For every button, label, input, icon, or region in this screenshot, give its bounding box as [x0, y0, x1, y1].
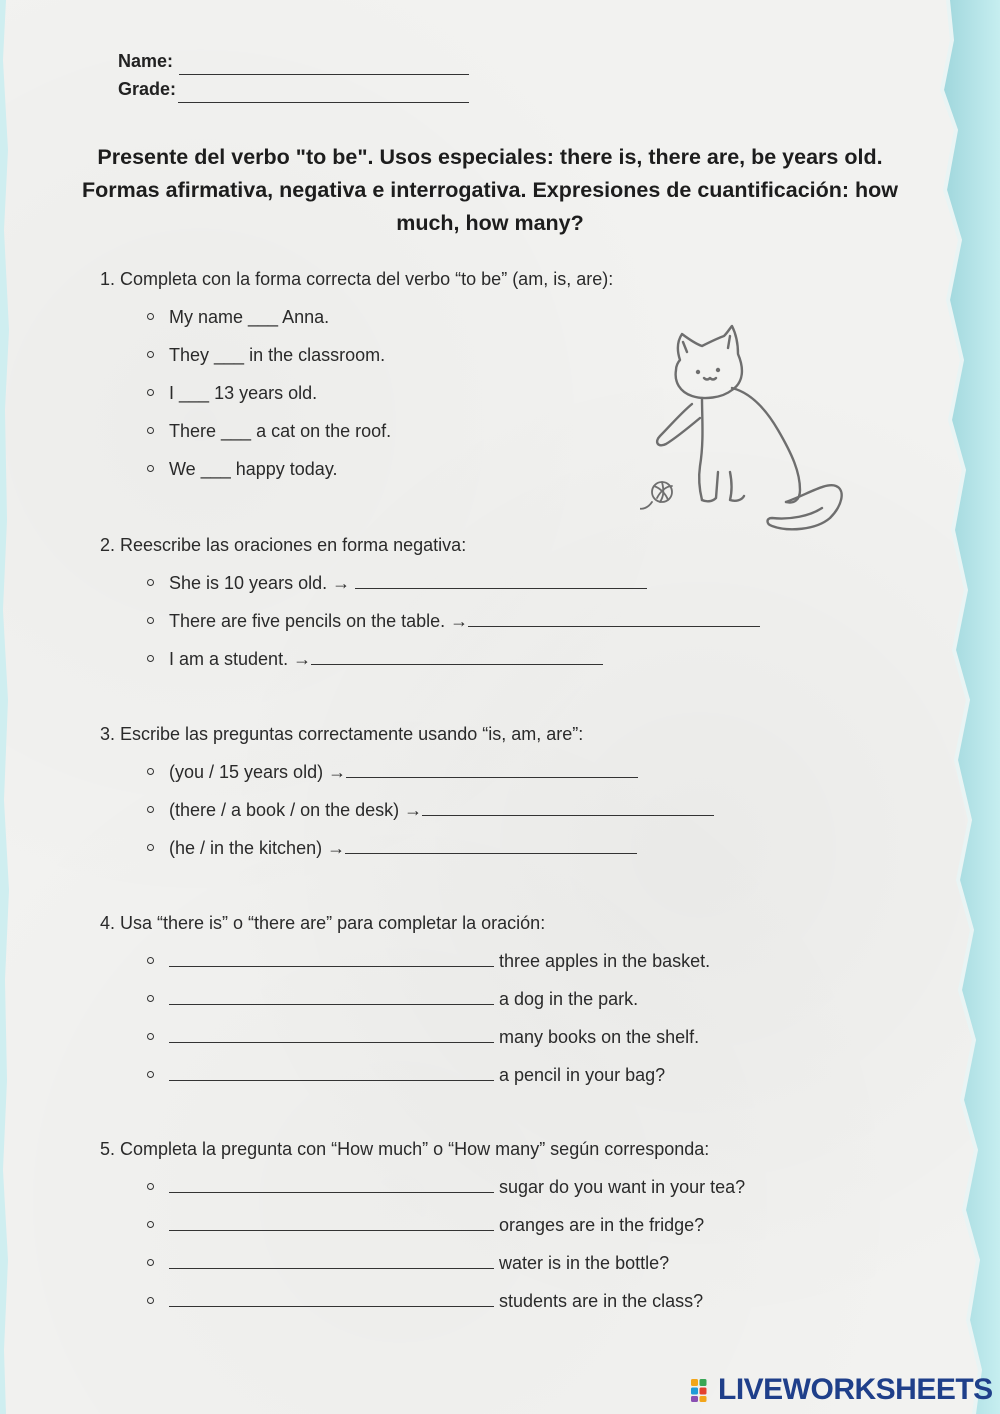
grade-field[interactable]	[178, 84, 469, 103]
section-2	[100, 533, 760, 678]
answer-blank[interactable]	[346, 757, 638, 778]
list-item	[100, 374, 613, 412]
bullet	[147, 351, 154, 358]
item-text: I	[169, 383, 180, 403]
answer-blank[interactable]	[169, 1060, 494, 1081]
name-row	[118, 47, 469, 75]
bullet	[147, 844, 154, 851]
item-text: three apples in the basket.	[499, 951, 711, 971]
answer-blank[interactable]	[422, 795, 714, 816]
bullet	[147, 313, 154, 320]
list-item	[100, 942, 710, 980]
answer-blank[interactable]	[169, 984, 494, 1005]
item-text: in the classroom.	[244, 345, 386, 365]
answer-blank[interactable]	[169, 1022, 494, 1043]
answer-blank[interactable]	[311, 644, 603, 665]
answer-blank[interactable]	[355, 568, 647, 589]
section-3-list	[100, 753, 714, 867]
list-item	[100, 753, 714, 791]
student-info	[118, 47, 469, 103]
list-item	[100, 640, 760, 678]
bullet	[147, 1221, 154, 1228]
blank-field[interactable]: ___	[248, 307, 279, 327]
blank-field[interactable]: ___	[214, 345, 245, 365]
list-item	[100, 412, 613, 450]
item-text: My name	[169, 307, 249, 327]
item-text: Anna.	[278, 307, 330, 327]
section-1-heading: 1. Completa con la forma correcta del verbo “to be” (am, is, are):	[100, 269, 614, 289]
item-text: oranges are in the fridge?	[499, 1215, 705, 1235]
bullet	[147, 1259, 154, 1266]
bullet	[147, 465, 154, 472]
list-item	[100, 980, 710, 1018]
item-text: I am a student. →	[169, 649, 312, 669]
list-item	[100, 298, 613, 336]
list-item	[100, 791, 714, 829]
list-item	[100, 564, 760, 602]
left-torn-edge	[0, 0, 14, 1414]
liveworksheets-logo-icon	[690, 1377, 716, 1403]
list-item	[100, 602, 760, 640]
list-item	[100, 336, 613, 374]
item-text: (he / in the kitchen) →	[169, 838, 346, 858]
bullet	[147, 806, 154, 813]
list-item	[100, 1018, 710, 1056]
bullet	[147, 389, 154, 396]
item-text: many books on the shelf.	[499, 1027, 700, 1047]
blank-field[interactable]: ___	[179, 383, 210, 403]
list-item	[100, 450, 613, 488]
bullet	[147, 579, 154, 586]
blank-field[interactable]: ___	[221, 421, 252, 441]
logo-text: LIVEWORKSHEETS	[718, 1373, 993, 1406]
answer-blank[interactable]	[169, 946, 494, 967]
item-text: There are five pencils on the table. →	[169, 611, 469, 631]
item-text: 13 years old.	[209, 383, 318, 403]
liveworksheets-logo[interactable]	[690, 1373, 993, 1407]
list-item	[100, 1056, 710, 1094]
section-4-heading: 4. Usa “there is” o “there are” para completar la oración:	[100, 913, 546, 933]
answer-blank[interactable]	[169, 1210, 494, 1231]
item-text: We	[169, 459, 201, 479]
worksheet-title: Presente del verbo "to be". Usos especiales: there is, there are, be years old. Formas afirmativa, negativa e interrogativa. Expresiones de cuantificación: how much, how many?	[81, 145, 899, 235]
list-item	[100, 1168, 745, 1206]
bullet	[147, 995, 154, 1002]
item-text: students are in the class?	[499, 1291, 704, 1311]
item-text: water is in the bottle?	[499, 1253, 670, 1273]
item-text: (there / a book / on the desk) →	[169, 800, 423, 820]
bullet	[147, 617, 154, 624]
grade-label: Grade:	[118, 79, 177, 99]
bullet	[147, 1033, 154, 1040]
section-1-list	[100, 298, 613, 488]
item-text: There	[169, 421, 222, 441]
name-field[interactable]	[179, 56, 469, 75]
bullet	[147, 1297, 154, 1304]
cat-illustration	[640, 322, 850, 534]
item-text: They	[169, 345, 215, 365]
blank-field[interactable]: ___	[200, 459, 231, 479]
item-text: a dog in the park.	[499, 989, 639, 1009]
item-text: She is 10 years old. →	[169, 573, 351, 593]
section-4-list	[100, 942, 710, 1094]
grade-row	[118, 75, 469, 103]
section-2-heading: 2. Reescribe las oraciones en forma negativa:	[100, 535, 467, 555]
bullet	[147, 768, 154, 775]
section-5-list	[100, 1168, 745, 1320]
answer-blank[interactable]	[345, 833, 637, 854]
section-3-heading: 3. Escribe las preguntas correctamente usando “is, am, are”:	[100, 724, 584, 744]
section-1	[100, 267, 613, 488]
yarn-ball-icon	[640, 482, 672, 509]
list-item	[100, 1206, 745, 1244]
item-text: (you / 15 years old) →	[169, 762, 347, 782]
section-3	[100, 722, 714, 867]
list-item	[100, 1244, 745, 1282]
bullet	[147, 427, 154, 434]
item-text: sugar do you want in your tea?	[499, 1177, 746, 1197]
section-4	[100, 911, 710, 1094]
item-text: a cat on the roof.	[251, 421, 392, 441]
section-5	[100, 1137, 745, 1320]
item-text: a pencil in your bag?	[499, 1065, 666, 1085]
answer-blank[interactable]	[169, 1172, 494, 1193]
name-label: Name:	[118, 51, 174, 71]
answer-blank[interactable]	[468, 606, 760, 627]
bullet	[147, 957, 154, 964]
list-item	[100, 829, 714, 867]
bullet	[147, 1071, 154, 1078]
answer-blank[interactable]	[169, 1286, 494, 1307]
bullet	[147, 1183, 154, 1190]
answer-blank[interactable]	[169, 1248, 494, 1269]
list-item	[100, 1282, 745, 1320]
item-text: happy today.	[230, 459, 338, 479]
section-2-list	[100, 564, 760, 678]
section-5-heading: 5. Completa la pregunta con “How much” o “How many” según corresponda:	[100, 1139, 710, 1159]
bullet	[147, 655, 154, 662]
